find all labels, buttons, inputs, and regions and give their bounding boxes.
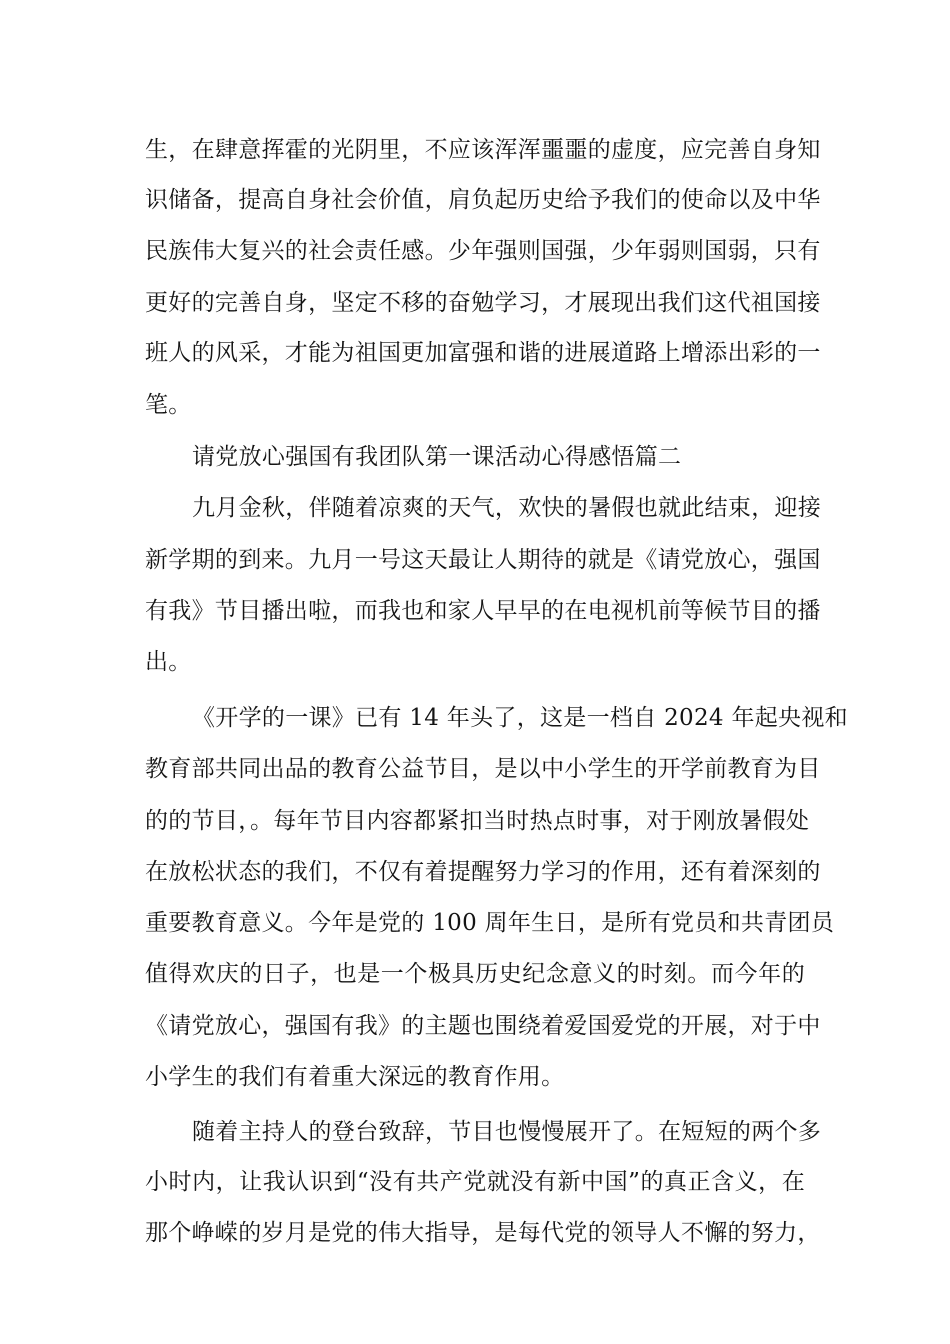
paragraph-line: 那个峥嵘的岁月是党的伟大指导，是每代党的领导人不懈的努力， <box>145 1220 821 1246</box>
paragraph-line: 九月金秋，伴随着凉爽的天气，欢快的暑假也就此结束，迎接 <box>192 495 822 521</box>
paragraph-line: 生，在肆意挥霍的光阴里，不应该浑浑噩噩的虚度，应完善自身知 <box>145 137 821 163</box>
paragraph-line: 笔。 <box>145 392 192 418</box>
paragraph-line: 随着主持人的登台致辞，节目也慢慢展开了。在短短的两个多 <box>192 1119 822 1145</box>
paragraph-line: 《请党放心，强国有我》的主题也围绕着爱国爱党的开展，对于中 <box>145 1013 821 1039</box>
paragraph-line: 班人的风采，才能为祖国更加富强和谐的进展道路上增添出彩的一 <box>145 340 821 366</box>
paragraph-line: 小时内，让我认识到“没有共产党就没有新中国”的真正含义，在 <box>145 1169 805 1195</box>
paragraph-line: 值得欢庆的日子，也是一个极具历史纪念意义的时刻。而今年的 <box>145 961 805 987</box>
section-heading: 请党放心强国有我团队第一课活动心得感悟篇二 <box>192 444 682 470</box>
paragraph-line: 新学期的到来。九月一号这天最让人期待的就是《请党放心，强国 <box>145 547 821 573</box>
paragraph-line: 的的节目，。每年节目内容都紧扣当时热点时事，对于刚放暑假处 <box>145 808 810 834</box>
paragraph-line: 民族伟大复兴的社会责任感。少年强则国强，少年弱则国弱，只有 <box>145 238 821 264</box>
paragraph-line: 《开学的一课》已有 14 年头了，这是一档自 2024 年起央视和 <box>192 705 848 731</box>
paragraph-line: 识储备，提高自身社会价值，肩负起历史给予我们的使命以及中华 <box>145 187 821 213</box>
paragraph-line: 在放松状态的我们，不仅有着提醒努力学习的作用，还有着深刻的 <box>145 859 821 885</box>
paragraph-line: 教育部共同出品的教育公益节目，是以中小学生的开学前教育为目 <box>145 756 821 782</box>
paragraph-line: 小学生的我们有着重大深远的教育作用。 <box>145 1064 565 1090</box>
paragraph-line: 有我》节目播出啦，而我也和家人早早的在电视机前等候节目的播 <box>145 598 821 624</box>
paragraph-line: 更好的完善自身，坚定不移的奋勉学习，才展现出我们这代祖国接 <box>145 290 821 316</box>
paragraph-line: 出。 <box>145 649 192 675</box>
paragraph-line: 重要教育意义。今年是党的 100 周年生日，是所有党员和共青团员 <box>145 910 835 936</box>
